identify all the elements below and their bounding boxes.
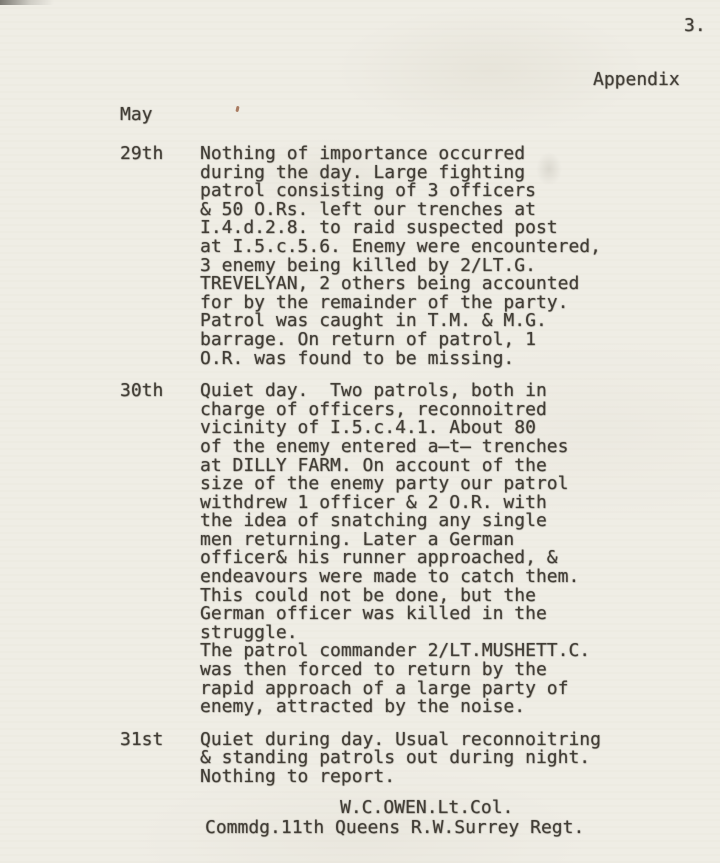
entry-line: Quiet day. Two patrols, both in — [200, 380, 547, 402]
entry-line: charge of officers, reconnoitred — [200, 398, 547, 420]
diary-entries — [120, 145, 640, 801]
entry-date: 30th — [120, 380, 164, 402]
entry-line: Nothing to report. — [200, 766, 396, 787]
entry-line: Patrol was caught in T.M. & M.G. — [200, 310, 547, 332]
entry-line: German officer was killed in the — [200, 603, 547, 625]
entry-line: Nothing of importance occurred — [200, 143, 526, 164]
entry-line: vicinity of I.5.c.4.1. About 80 — [200, 417, 536, 439]
diary-entry — [120, 382, 640, 717]
entry-line: withdrew 1 officer & 2 O.R. with — [200, 491, 547, 513]
entry-date: 29th — [120, 143, 164, 164]
entry-date: 31st — [120, 728, 164, 750]
entry-line: TREVELYAN, 2 others being accounted — [200, 273, 580, 295]
entry-line: endeavours were made to catch them. — [200, 566, 580, 588]
signature-name: W.C.OWEN.Lt.Col. — [340, 797, 514, 818]
entry-line: during the day. Large fighting — [200, 161, 526, 183]
entry-line: barrage. On return of patrol, 1 — [200, 328, 536, 350]
entry-line: & standing patrols out during night. — [200, 747, 591, 769]
signature-block — [205, 798, 584, 837]
entry-line: 3 enemy being killed by 2/LT.G. — [200, 254, 536, 276]
entry-line: struggle. — [200, 621, 298, 643]
month-label: May — [120, 104, 153, 125]
entry-body — [200, 728, 601, 787]
entry-line: I.4.d.2.8. to raid suspected post — [200, 217, 558, 239]
page-number: 3. — [684, 15, 706, 36]
entry-line: O.R. was found to be missing. — [200, 347, 515, 369]
diary-entry — [120, 145, 640, 368]
entry-line: Quiet during day. Usual reconnoitring — [200, 728, 601, 750]
ink-speck — [235, 106, 239, 112]
appendix-heading: Appendix — [593, 69, 680, 90]
entry-body — [200, 382, 590, 717]
entry-line: men returning. Later a German — [200, 528, 515, 550]
entry-line: enemy, attracted by the noise. — [200, 696, 526, 718]
entry-line: size of the enemy party our patrol — [200, 473, 569, 495]
entry-line: patrol consisting of 3 officers — [200, 180, 536, 202]
diary-entry — [120, 728, 640, 787]
entry-line: was then forced to return by the — [200, 659, 547, 681]
entry-line: The patrol commander 2/LT.MUSHETT.C. — [200, 640, 591, 662]
entry-line: rapid approach of a large party of — [200, 677, 569, 699]
entry-line: at DILLY FARM. On account of the — [200, 454, 547, 476]
entry-line: of the enemy entered a̶t̶ trenches — [200, 435, 569, 457]
corner-stain — [0, 0, 54, 5]
entry-line: at I.5.c.5.6. Enemy were encountered, — [200, 235, 601, 257]
entry-line: officer& his runner approached, & — [200, 547, 558, 569]
entry-line: This could not be done, but the — [200, 584, 536, 606]
entry-body — [200, 145, 601, 368]
entry-line: the idea of snatching any single — [200, 510, 547, 532]
entry-line: for by the remainder of the party. — [200, 291, 569, 313]
signature-title: Commdg.11th Queens R.W.Surrey Regt. — [205, 816, 585, 838]
entry-line: & 50 O.Rs. left our trenches at — [200, 198, 536, 220]
